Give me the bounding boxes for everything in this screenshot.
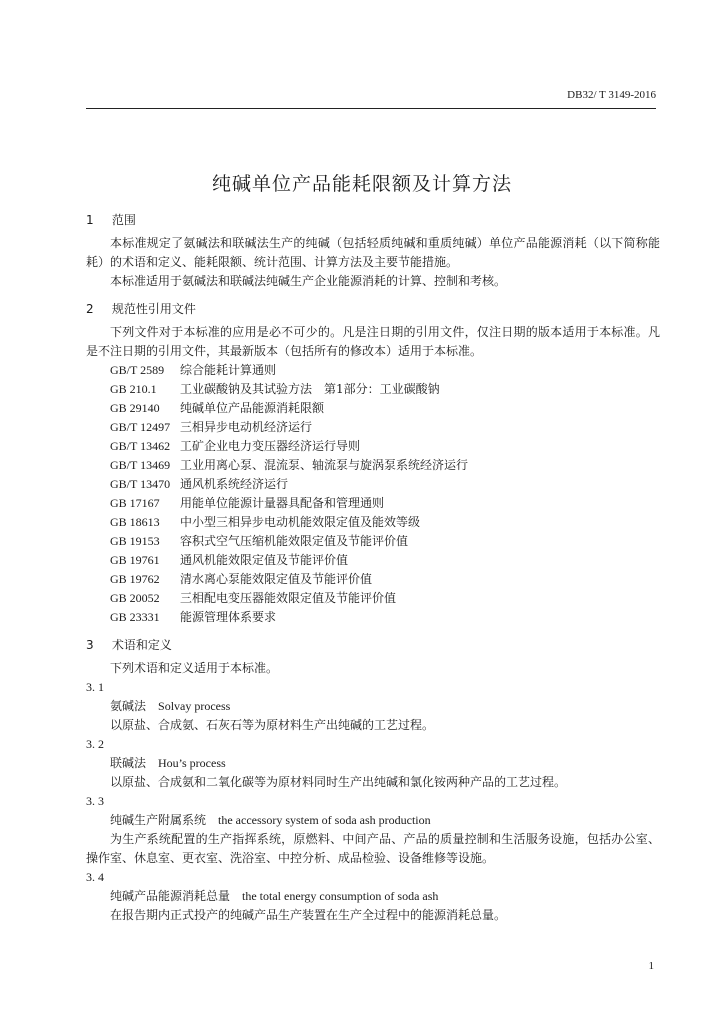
document-code: DB32/ T 3149-2016	[567, 89, 656, 101]
reference-item	[86, 418, 660, 437]
reference-title: 用能单位能源计量器具配备和管理通则	[180, 496, 385, 510]
reference-title: 综合能耗计算通则	[180, 363, 277, 377]
section-heading-2	[86, 299, 660, 319]
reference-item	[86, 532, 660, 551]
term-name-chinese: 联碱法	[110, 756, 147, 770]
reference-title: 工矿企业电力变压器经济运行导则	[180, 439, 361, 453]
section-number: 2	[86, 302, 94, 316]
reference-item	[86, 399, 660, 418]
reference-title: 工业用离心泵、混流泵、轴流泵与旋涡泵系统经济运行	[180, 458, 469, 472]
reference-title: 通风机系统经济运行	[180, 477, 289, 491]
reference-item	[86, 361, 660, 380]
term-name-english: Hou’s process	[158, 756, 226, 770]
term-name-english: the accessory system of soda ash production	[218, 813, 431, 827]
reference-item	[86, 456, 660, 475]
reference-title: 中小型三相异步电动机能效限定值及能效等级	[180, 515, 421, 529]
term-number: 3. 3	[86, 794, 104, 808]
term-entry	[86, 735, 660, 792]
section-title: 规范性引用文件	[111, 302, 196, 316]
reference-item	[86, 437, 660, 456]
reference-title: 容积式空气压缩机能效限定值及节能评价值	[180, 534, 409, 548]
term-name	[86, 697, 660, 716]
document-body	[86, 210, 660, 925]
reference-code: GB/T 13462	[110, 439, 171, 453]
reference-item	[86, 570, 660, 589]
term-name-chinese: 氨碱法	[110, 699, 147, 713]
reference-item	[86, 513, 660, 532]
term-definition: 为生产系统配置的生产指挥系统，原燃料、中间产品、产品的质量控制和生活服务设施，包括办公室、操作室、休息室、更衣室、洗浴室、中控分析、成品检验、设备维修等设施。	[86, 832, 660, 865]
reference-code: GB 29140	[110, 401, 160, 415]
paragraph: 本标准规定了氨碱法和联碱法生产的纯碱（包括轻质纯碱和重质纯碱）单位产品能源消耗（以下简称能耗）的术语和定义、能耗限额、统计范围、计算方法及主要节能措施。	[86, 236, 660, 269]
reference-code: GB 19762	[110, 572, 160, 586]
section-number: 1	[86, 213, 94, 227]
reference-title: 通风机能效限定值及节能评价值	[180, 553, 349, 567]
reference-code: GB 19761	[110, 553, 160, 567]
term-name-chinese: 纯碱生产附属系统	[110, 813, 207, 827]
reference-item	[86, 608, 660, 627]
term-definition: 以原盐、合成氨、石灰石等为原材料生产出纯碱的工艺过程。	[110, 718, 435, 732]
section-heading-1	[86, 210, 660, 230]
term-entry	[86, 678, 660, 735]
paragraph: 本标准适用于氨碱法和联碱法纯碱生产企业能源消耗的计算、控制和考核。	[110, 274, 507, 288]
header-divider	[86, 108, 656, 109]
reference-code: GB 23331	[110, 610, 160, 624]
reference-code: GB/T 2589	[110, 363, 165, 377]
page-number: 1	[648, 960, 654, 972]
term-name	[86, 887, 660, 906]
reference-title: 三相异步电动机经济运行	[180, 420, 313, 434]
reference-title: 工业碳酸钠及其试验方法 第1部分：工业碳酸钠	[180, 382, 440, 396]
reference-title: 清水离心泵能效限定值及节能评价值	[180, 572, 373, 586]
term-number: 3. 2	[86, 737, 104, 751]
reference-code: GB 20052	[110, 591, 160, 605]
reference-list	[86, 361, 660, 627]
section-title: 范围	[111, 213, 136, 227]
paragraph: 下列文件对于本标准的应用是必不可少的。凡是注日期的引用文件，仅注日期的版本适用于本标准。凡是不注日期的引用文件，其最新版本（包括所有的修改本）适用于本标准。	[86, 325, 660, 358]
term-definition: 在报告期内正式投产的纯碱产品生产装置在生产全过程中的能源消耗总量。	[110, 908, 507, 922]
reference-code: GB 210.1	[110, 382, 157, 396]
reference-code: GB 18613	[110, 515, 160, 529]
reference-code: GB 19153	[110, 534, 160, 548]
reference-title: 能源管理体系要求	[180, 610, 277, 624]
paragraph: 下列术语和定义适用于本标准。	[110, 661, 279, 675]
term-definition: 以原盐、合成氨和二氧化碳等为原材料同时生产出纯碱和氯化铵两种产品的工艺过程。	[110, 775, 567, 789]
term-name	[86, 754, 660, 773]
reference-code: GB/T 12497	[110, 420, 171, 434]
term-entry	[86, 792, 660, 868]
page-title: 纯碱单位产品能耗限额及计算方法	[211, 172, 512, 195]
reference-title: 三相配电变压器能效限定值及节能评价值	[180, 591, 397, 605]
term-entry	[86, 868, 660, 925]
reference-item	[86, 589, 660, 608]
reference-item	[86, 380, 660, 399]
section-number: 3	[86, 638, 94, 652]
section-heading-3	[86, 635, 660, 655]
term-number: 3. 4	[86, 870, 104, 884]
reference-item	[86, 494, 660, 513]
reference-title: 纯碱单位产品能源消耗限额	[180, 401, 325, 415]
reference-code: GB/T 13469	[110, 458, 171, 472]
term-name-chinese: 纯碱产品能源消耗总量	[110, 889, 231, 903]
reference-item	[86, 551, 660, 570]
term-name-english: the total energy consumption of soda ash	[242, 889, 439, 903]
reference-item	[86, 475, 660, 494]
section-title: 术语和定义	[111, 638, 172, 652]
reference-code: GB/T 13470	[110, 477, 171, 491]
term-name-english: Solvay process	[158, 699, 231, 713]
reference-code: GB 17167	[110, 496, 160, 510]
term-name	[86, 811, 660, 830]
term-number: 3. 1	[86, 680, 104, 694]
